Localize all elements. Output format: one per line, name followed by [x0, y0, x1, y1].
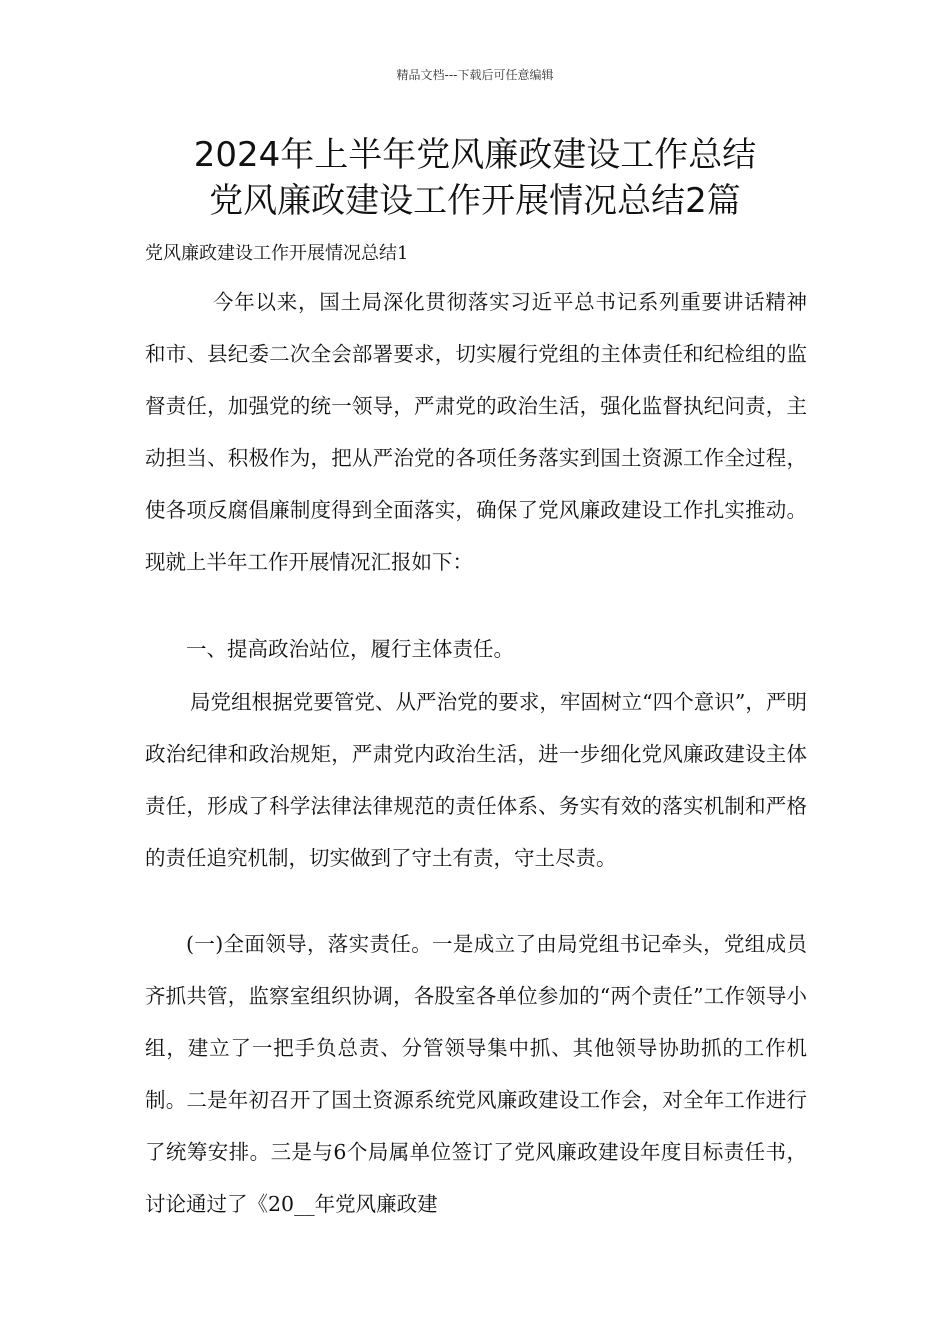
header-note: 精品文档---下载后可任意编辑 [396, 68, 554, 82]
document-subtitle: 党风廉政建设工作开展情况总结1 [145, 243, 409, 264]
paragraph-section-1: 局党组根据党要管党、从严治党的要求，牢固树立“四个意识”，严明政治纪律和政治规矩，严肃党内政治生活，进一步细化党风廉政建设主体责任，形成了科学法律法律规范的责任体系、务实有效的落实机制和严格的责任追究机制，切实做到了守土有责，守土尽责。 [145, 690, 807, 870]
paragraph-subsection-1: (一)全面领导，落实责任。一是成立了由局党组书记牵头，党组成员齐抓共管，监察室组织协调，各股室各单位参加的“两个责任”工作领导小组，建立了一把手负总责、分管领导集中抓、其他领导协助抓的工作机制。二是年初召开了国土资源系统党风廉政建设工作会，对全年工作进行了统筹安排。三是与6个局属单位签订了党风廉政建设年度目标责任书，讨论通过了《20__年党风廉政建 [145, 932, 807, 1216]
section-heading-1: 一、提高政治站位，履行主体责任。 [186, 637, 514, 661]
document-title-line-1: 2024年上半年党风廉政建设工作总结 [193, 135, 757, 175]
paragraph-intro: 今年以来，国土局深化贯彻落实习近平总书记系列重要讲话精神和市、县纪委二次全会部署要求，切实履行党组的主体责任和纪检组的监督责任，加强党的统一领导，严肃党的政治生活，强化监督执纪问责，主动担当、积极作为，把从严治党的各项任务落实到国土资源工作全过程，使各项反腐倡廉制度得到全面落实，确保了党风廉政建设工作扎实推动。现就上半年工作开展情况汇报如下： [145, 290, 807, 574]
document-title-line-2: 党风廉政建设工作开展情况总结2篇 [209, 181, 741, 221]
